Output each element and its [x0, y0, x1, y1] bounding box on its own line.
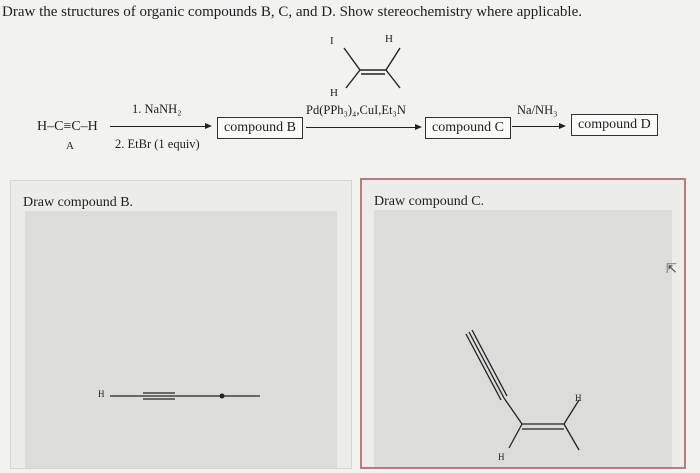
- drawing-canvas-c[interactable]: [374, 210, 672, 467]
- drawing-canvas-b[interactable]: [25, 211, 337, 468]
- structure-atom-h-bottom: H: [330, 87, 338, 99]
- step2-arrow: [306, 127, 420, 128]
- panel-b-atom-h: H: [98, 389, 105, 399]
- step1-arrow: [110, 126, 210, 127]
- panel-c-atom-h-bottom: H: [498, 452, 505, 462]
- step1-reagent-1: 1. NaNH₂: [132, 102, 182, 116]
- question-text: Draw the structures of organic compounds B, C, and D. Show stereochemistry where applicable.: [2, 4, 582, 20]
- reactant-a-formula: H–C≡C–H: [37, 119, 98, 134]
- panel-c-title: Draw compound C.: [374, 194, 485, 209]
- compound-c-box[interactable]: compound C: [425, 117, 511, 139]
- panel-compound-c: [360, 178, 686, 469]
- compound-b-box[interactable]: compound B: [217, 117, 303, 139]
- compound-c-drawing: [374, 210, 672, 467]
- compound-d-box[interactable]: compound D: [571, 114, 658, 136]
- compound-b-drawing: [25, 211, 337, 468]
- step2-reagent: Pd(PPh₃)₄,CuI,Et₃N: [306, 103, 406, 117]
- reactant-a-label: A: [66, 140, 74, 152]
- structure-atom-h-top: H: [385, 33, 393, 45]
- panel-c-atom-h-right: H: [575, 393, 582, 403]
- step1-reagent-2: 2. EtBr (1 equiv): [115, 137, 200, 151]
- step3-arrow: [512, 126, 564, 127]
- panel-compound-b: [10, 180, 352, 469]
- cursor-icon: ⇱: [666, 262, 677, 277]
- step3-reagent: Na/NH₃: [517, 103, 558, 117]
- structure-atom-i: I: [330, 35, 334, 47]
- panel-b-title: Draw compound B.: [23, 195, 134, 210]
